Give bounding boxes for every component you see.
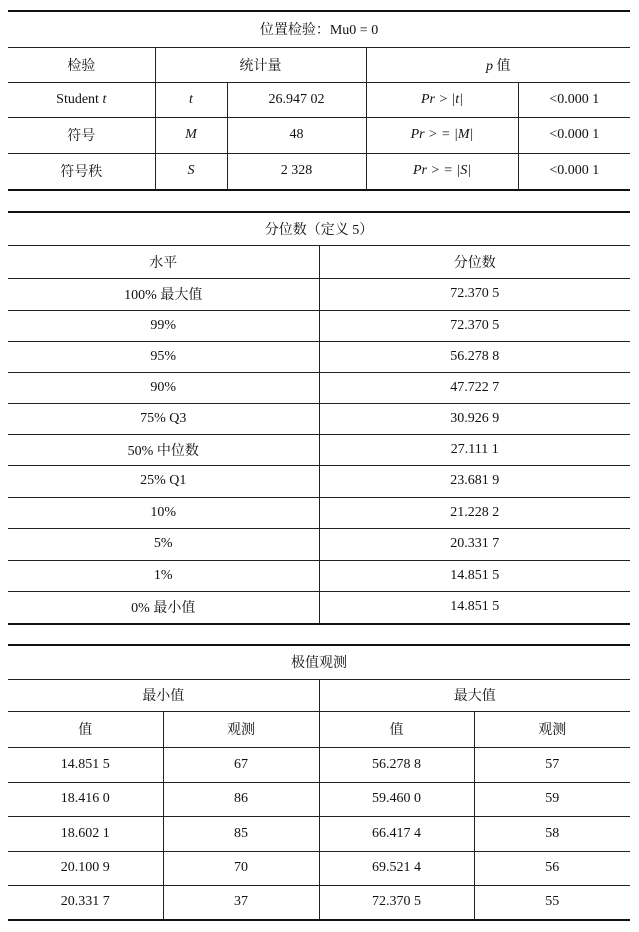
- max-obs: 59: [474, 782, 630, 816]
- table-row: [8, 403, 630, 434]
- quantile-value: 21.228 2: [319, 497, 630, 528]
- quantiles-table: [8, 211, 630, 625]
- quantile-level: 0% 最小值: [8, 591, 319, 624]
- p-value: <0.000 1: [518, 153, 630, 190]
- header-min-obs: 观测: [163, 711, 319, 747]
- statistic-symbol: t: [155, 82, 227, 117]
- table-row: [8, 82, 630, 117]
- max-value: 72.370 5: [319, 885, 474, 920]
- min-obs: 70: [163, 851, 319, 885]
- table-row: [8, 782, 630, 816]
- quantile-value: 47.722 7: [319, 372, 630, 403]
- quantile-level: 100% 最大值: [8, 278, 319, 310]
- p-label: Pr > |t|: [366, 82, 518, 117]
- test-suffix: t: [102, 91, 107, 107]
- quantile-level: 50% 中位数: [8, 434, 319, 465]
- table-title-row: [8, 11, 630, 47]
- header-test: 检验: [8, 47, 155, 82]
- min-value: 18.602 1: [8, 816, 163, 851]
- quantile-level: 25% Q1: [8, 465, 319, 497]
- table-row: [8, 591, 630, 624]
- table-row: [8, 372, 630, 403]
- quantiles-title: 分位数（定义 5）: [8, 212, 630, 245]
- min-obs: 86: [163, 782, 319, 816]
- header-min: 最小值: [8, 679, 319, 711]
- header-statistic: 统计量: [155, 47, 366, 82]
- quantile-value: 14.851 5: [319, 560, 630, 591]
- table-header-row: [8, 679, 630, 711]
- table-row: [8, 851, 630, 885]
- quantile-value: 27.111 1: [319, 434, 630, 465]
- max-value: 56.278 8: [319, 747, 474, 782]
- header-max-value: 值: [319, 711, 474, 747]
- table-row: [8, 816, 630, 851]
- table-row: [8, 434, 630, 465]
- min-value: 14.851 5: [8, 747, 163, 782]
- table-row: [8, 747, 630, 782]
- table-header-row: [8, 245, 630, 278]
- max-obs: 58: [474, 816, 630, 851]
- table-row: [8, 153, 630, 190]
- quantile-value: 72.370 5: [319, 310, 630, 341]
- header-quantile: 分位数: [319, 245, 630, 278]
- table-row: [8, 885, 630, 920]
- max-value: 59.460 0: [319, 782, 474, 816]
- p-value-label: 值: [493, 58, 511, 74]
- test-name: 符号: [8, 117, 155, 153]
- statistic-value: 26.947 02: [227, 82, 366, 117]
- quantile-level: 10%: [8, 497, 319, 528]
- quantile-level: 5%: [8, 528, 319, 560]
- table-subheader-row: [8, 711, 630, 747]
- table-row: [8, 528, 630, 560]
- quantile-value: 72.370 5: [319, 278, 630, 310]
- statistic-symbol: M: [155, 117, 227, 153]
- header-min-value: 值: [8, 711, 163, 747]
- table-row: [8, 278, 630, 310]
- min-value: 18.416 0: [8, 782, 163, 816]
- p-value: <0.000 1: [518, 82, 630, 117]
- quantile-level: 1%: [8, 560, 319, 591]
- table-row: [8, 497, 630, 528]
- table-row: [8, 341, 630, 372]
- min-obs: 85: [163, 816, 319, 851]
- p-label: Pr > = |S|: [366, 153, 518, 190]
- table-title-row: [8, 645, 630, 679]
- min-value: 20.100 9: [8, 851, 163, 885]
- table-row: [8, 310, 630, 341]
- quantile-level: 99%: [8, 310, 319, 341]
- p-symbol: p: [486, 58, 494, 74]
- header-level: 水平: [8, 245, 319, 278]
- quantile-value: 20.331 7: [319, 528, 630, 560]
- quantile-value: 56.278 8: [319, 341, 630, 372]
- test-name-cell: [8, 82, 155, 117]
- statistic-symbol: S: [155, 153, 227, 190]
- min-obs: 67: [163, 747, 319, 782]
- max-value: 66.417 4: [319, 816, 474, 851]
- table-row: [8, 560, 630, 591]
- min-obs: 37: [163, 885, 319, 920]
- p-label: Pr > = |M|: [366, 117, 518, 153]
- table-row: [8, 465, 630, 497]
- location-test-table: [8, 10, 630, 191]
- max-obs: 56: [474, 851, 630, 885]
- quantile-level: 95%: [8, 341, 319, 372]
- header-max-obs: 观测: [474, 711, 630, 747]
- table-row: [8, 117, 630, 153]
- min-value: 20.331 7: [8, 885, 163, 920]
- header-p-value: [366, 47, 630, 82]
- table-header-row: [8, 47, 630, 82]
- p-value: <0.000 1: [518, 117, 630, 153]
- statistic-value: 48: [227, 117, 366, 153]
- location-test-title: 位置检验：Mu0 = 0: [8, 11, 630, 47]
- max-value: 69.521 4: [319, 851, 474, 885]
- table-title-row: [8, 212, 630, 245]
- statistic-value: 2 328: [227, 153, 366, 190]
- max-obs: 55: [474, 885, 630, 920]
- quantile-value: 30.926 9: [319, 403, 630, 434]
- quantile-value: 23.681 9: [319, 465, 630, 497]
- quantile-level: 90%: [8, 372, 319, 403]
- header-max: 最大值: [319, 679, 630, 711]
- extremes-title: 极值观测: [8, 645, 630, 679]
- quantile-level: 75% Q3: [8, 403, 319, 434]
- quantile-value: 14.851 5: [319, 591, 630, 624]
- extremes-table: [8, 644, 630, 921]
- max-obs: 57: [474, 747, 630, 782]
- test-name: 符号秩: [8, 153, 155, 190]
- test-name: Student: [56, 91, 99, 107]
